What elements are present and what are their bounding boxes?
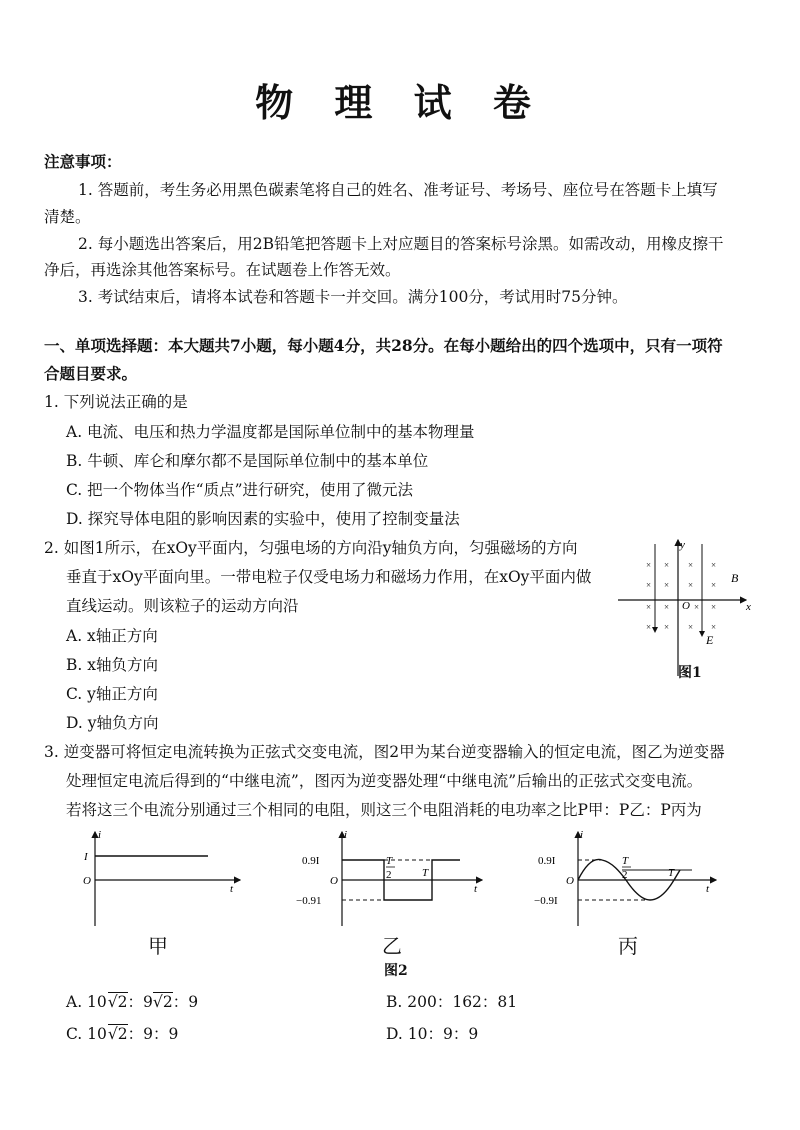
x-axis-label: x (746, 601, 751, 613)
answer-option: A. 电流、电压和热力学温度都是国际单位制中的基本物理量 (66, 423, 475, 441)
svg-text:×: × (646, 560, 652, 570)
figure-2-yi (296, 826, 496, 932)
svg-text:×: × (688, 560, 694, 570)
notice-heading: 注意事项： (44, 152, 122, 171)
answer-option-d: D. 10：9：9 (386, 1025, 479, 1043)
svg-text:×: × (646, 622, 652, 632)
notice-item: 2. 每小题选出答案后，用2B铅笔把答题卡上对应题目的答案标号涂黑。如需改动，用橡皮擦干 (78, 235, 724, 253)
answer-option: D. 探究导体电阻的影响因素的实验中，使用了控制变量法 (66, 510, 460, 528)
i-axis-label: i (580, 829, 584, 841)
svg-text:×: × (664, 622, 670, 632)
figure-2-jia (80, 826, 250, 932)
figure-1-caption: 图1 (678, 665, 702, 681)
svg-text:×: × (646, 602, 652, 612)
positive-level-label: 0.9I (538, 855, 556, 867)
half-period-numerator: T (622, 855, 629, 867)
figure-2-caption: 图2 (384, 963, 408, 979)
notice-item: 净后，再选涂其他答案标号。在试题卷上作答无效。 (44, 261, 401, 279)
answer-option: C. y轴正方向 (66, 685, 158, 703)
half-period-denominator: 2 (622, 869, 628, 881)
svg-text:×: × (711, 622, 717, 632)
t-axis-label: t (706, 883, 710, 895)
svg-text:×: × (711, 560, 717, 570)
figure-jia-label: 甲 (148, 934, 168, 958)
answer-option: A. x轴正方向 (66, 627, 158, 645)
answer-option: B. 牛顿、库仑和摩尔都不是国际单位制中的基本单位 (66, 452, 429, 470)
question-stem: 垂直于xOy平面向里。一带电粒子仅受电场力和磁场力作用，在xOy平面内做 (66, 568, 592, 586)
page-title: 物 理 试 卷 (255, 80, 545, 125)
figure-2-bing (534, 826, 734, 932)
negative-level-label: −0.9I (534, 895, 558, 907)
question-stem: 处理恒定电流后得到的“中继电流”，图丙为逆变器处理“中继电流”后输出的正弦式交变电流。 (66, 772, 703, 790)
electric-field-label: E (706, 633, 714, 647)
current-level-label: I (84, 851, 88, 863)
svg-text:×: × (688, 580, 694, 590)
question-stem: 3. 逆变器可将恒定电流转换为正弦式交变电流，图2甲为某台逆变器输入的恒定电流，图乙为逆变器 (44, 743, 725, 761)
answer-option-b: B. 200：162：81 (386, 993, 518, 1011)
notice-item: 1. 答题前，考生务必用黑色碳素笔将自己的姓名、准考证号、考场号、座位号在答题卡上填写 (78, 181, 718, 199)
svg-text:×: × (664, 560, 670, 570)
svg-text:×: × (694, 602, 700, 612)
svg-text:×: × (646, 580, 652, 590)
origin-label: O (83, 875, 91, 887)
figure-yi-label: 乙 (382, 934, 402, 958)
question-stem: 直线运动。则该粒子的运动方向沿 (66, 597, 299, 615)
magnetic-field-label: B (731, 571, 739, 585)
i-axis-label: i (98, 829, 102, 841)
answer-option: D. y轴负方向 (66, 714, 159, 732)
origin-label: O (566, 875, 574, 887)
y-axis-label: y (680, 539, 685, 551)
svg-text:×: × (711, 580, 717, 590)
origin-label: O (330, 875, 338, 887)
notice-item: 清楚。 (44, 208, 91, 226)
section-heading: 一、单项选择题：本大题共7小题，每小题4分，共28分。在每小题给出的四个选项中，只有一项符 (44, 336, 723, 355)
half-period-denominator: 2 (386, 869, 392, 881)
question-stem: 2. 如图1所示，在xOy平面内，匀强电场的方向沿y轴负方向，匀强磁场的方向 (44, 539, 578, 557)
svg-text:×: × (664, 602, 670, 612)
answer-option: C. 把一个物体当作“质点”进行研究，使用了微元法 (66, 481, 414, 499)
positive-level-label: 0.9I (302, 855, 320, 867)
period-label: T (422, 867, 429, 879)
question-stem: 若将这三个电流分别通过三个相同的电阻，则这三个电阻消耗的电功率之比P甲：P乙：P丙为 (66, 801, 702, 819)
t-axis-label: t (474, 883, 478, 895)
origin-label: O (682, 600, 690, 612)
answer-option: B. x轴负方向 (66, 656, 158, 674)
magnetic-field-crosses (646, 560, 716, 632)
t-axis-label: t (230, 883, 234, 895)
period-label: T (668, 867, 675, 879)
negative-level-label: −0.91 (296, 895, 322, 907)
svg-text:×: × (688, 622, 694, 632)
answer-option-a: A. 10√2：9√2：9 (66, 993, 199, 1011)
svg-text:×: × (711, 602, 717, 612)
svg-text:×: × (664, 580, 670, 590)
answer-option-c: C. 10√2：9：9 (66, 1025, 179, 1043)
i-axis-label: i (344, 829, 348, 841)
section-heading: 合题目要求。 (44, 364, 138, 383)
question-stem: 1. 下列说法正确的是 (44, 393, 188, 411)
half-period-numerator: T (386, 855, 393, 867)
notice-item: 3. 考试结束后，请将本试卷和答题卡一并交回。满分100分，考试用时75分钟。 (78, 288, 628, 306)
figure-bing-label: 丙 (618, 934, 638, 958)
